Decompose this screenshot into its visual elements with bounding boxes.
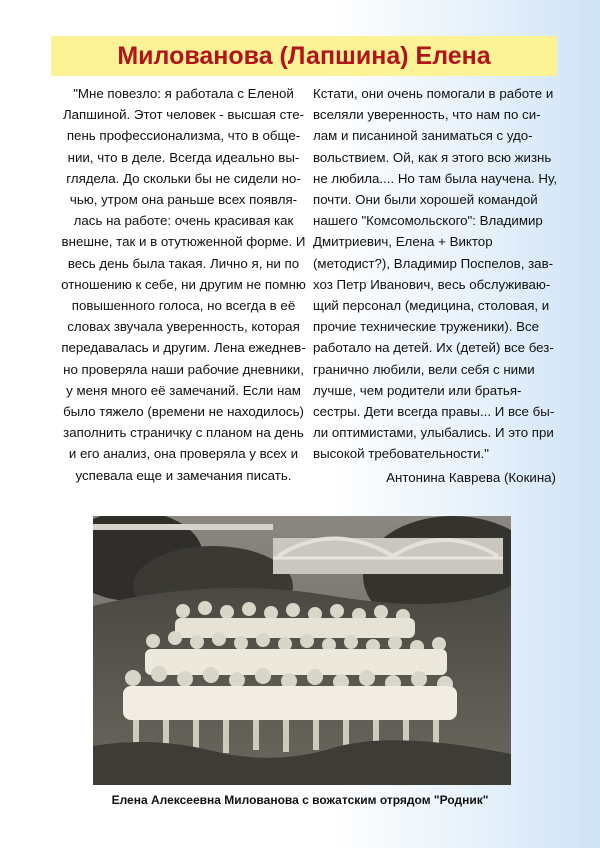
text-line: работало на детей. Их (детей) все без- xyxy=(313,340,554,356)
text-line: вольствием. Ой, как я этого всю жизнь xyxy=(313,149,552,165)
title-banner xyxy=(51,36,557,76)
text-line: ли оптимистами, улыбались. И это при xyxy=(313,425,554,441)
text-line: "Мне повезло: я работала с Еленой xyxy=(73,86,294,101)
text-line: внешне, так и в отутюженной форме. И xyxy=(61,234,306,250)
text-line: Кстати, они очень помогали в работе и xyxy=(313,86,554,101)
group-photo-illustration xyxy=(93,516,511,785)
text-line: Дмитриевич, Елена + Виктор xyxy=(313,234,493,250)
text-line: Лапшиной. Этот человек - высшая сте- xyxy=(62,107,305,123)
text-line: высокой требовательности." xyxy=(313,446,489,462)
text-line: нашего "Комсомольского": Владимир xyxy=(313,213,543,229)
text-line: словах звучала уверенность, которая xyxy=(67,319,300,335)
text-line: лучше, чем родители или братья- xyxy=(313,382,522,398)
text-line: пень профессионализма, что в обще- xyxy=(66,128,301,144)
text-line: но проверяла наши рабочие дневники, xyxy=(63,361,304,377)
text-line: лась на работе: очень красивая как xyxy=(73,213,294,229)
text-line: сестры. Дети всегда правы... И все бы- xyxy=(313,404,555,420)
text-line: щий персонал (медицина, столовая, и xyxy=(313,298,550,314)
text-line: успевала еще и замечания писать. xyxy=(75,467,292,483)
text-line: заполнить страничку с планом на день xyxy=(63,425,304,441)
text-line: не любила.... Но там была научена. Ну, xyxy=(313,170,558,186)
page-title: Милованова (Лапшина) Елена xyxy=(117,41,491,70)
text-line: чью, утром она раньше всех появля- xyxy=(69,192,298,208)
text-line: (методист?), Владимир Поспелов, зав- xyxy=(313,255,554,271)
text-line: у меня много её замечаний. Если нам xyxy=(66,382,301,398)
text-line: весь день была такая. Лично я, ни по xyxy=(67,255,300,271)
text-line: почти. Они были хорошей командой xyxy=(313,192,538,208)
photo-caption: Елена Алексеевна Милованова с вожатским отрядом "Родник" xyxy=(111,793,489,807)
left-text-column xyxy=(61,83,306,486)
text-line: глядела. До скольки бы не сидели но- xyxy=(66,170,301,186)
text-line: и его анализ, она проверяла у всех и xyxy=(68,446,299,462)
text-line: отношению к себе, ни другим не помню xyxy=(61,276,306,292)
text-line: гранично любили, вели себя с ними xyxy=(313,361,535,377)
group-photo xyxy=(93,516,511,785)
signature: Антонина Кавревa (Кокина) xyxy=(386,469,556,485)
text-line: вселяли уверенность, что нам по си- xyxy=(313,107,541,123)
text-line: прочие технические труженики). Все xyxy=(313,319,540,335)
text-line: хоз Петр Иванович, весь обслуживаю- xyxy=(313,276,551,292)
text-line: передавалась и другим. Лена ежеднев- xyxy=(61,340,306,356)
text-line: повышенного голоса, но всегда в её xyxy=(71,298,296,314)
text-line: было тяжело (времени не находилось) xyxy=(63,404,304,420)
text-line: лам и писаниной заниматься с удо- xyxy=(313,128,533,144)
text-line: нии, что в деле. Всегда идеально вы- xyxy=(67,149,300,165)
right-text-column xyxy=(313,83,558,488)
